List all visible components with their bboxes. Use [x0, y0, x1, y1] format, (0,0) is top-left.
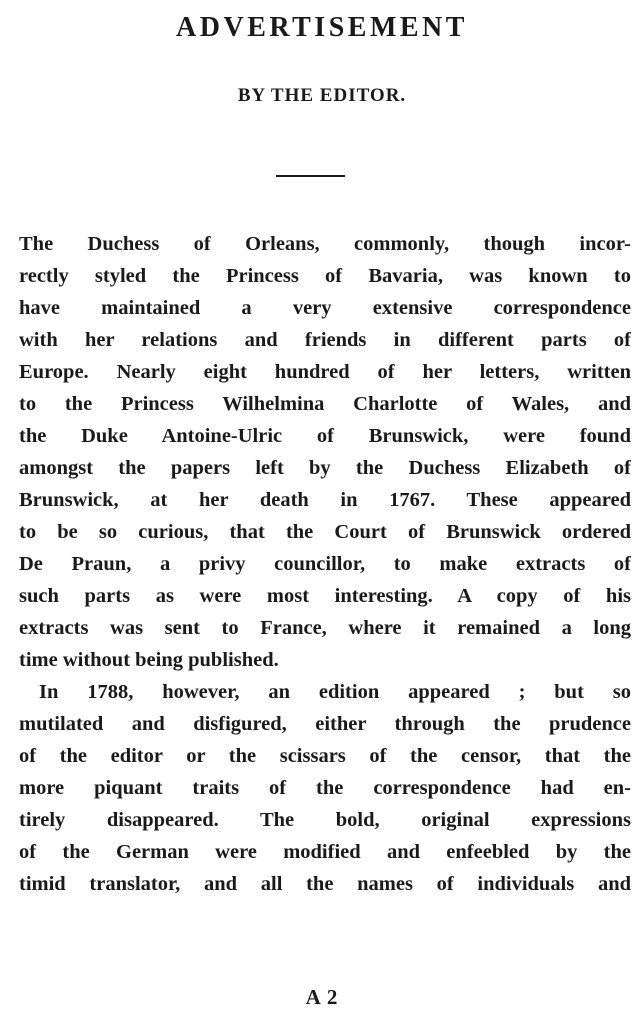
text-line: more piquant traits of the correspondence had en- — [19, 777, 631, 799]
text-line: De Praun, a privy councillor, to make extracts of — [19, 553, 631, 575]
text-line: Brunswick, at her death in 1767. These appeared — [19, 489, 631, 511]
text-line: extracts was sent to France, where it remained a long — [19, 617, 631, 639]
text-line: rectly styled the Princess of Bavaria, was known to — [19, 265, 631, 287]
text-line: amongst the papers left by the Duchess Elizabeth of — [19, 457, 631, 479]
signature-mark: A 2 — [305, 985, 339, 1009]
text-line: tirely disappeared. The bold, original expressions — [19, 809, 631, 831]
title-divider — [276, 175, 345, 177]
text-line: such parts as were most interesting. A copy of his — [19, 585, 631, 607]
text-line: In 1788, however, an edition appeared ; but so — [39, 681, 631, 703]
text-line: have maintained a very extensive correspondence — [19, 297, 631, 319]
text-line: timid translator, and all the names of individuals and — [19, 873, 631, 895]
text-line: The Duchess of Orleans, commonly, though incor- — [19, 233, 631, 255]
text-line: with her relations and friends in different parts of — [19, 329, 631, 351]
text-line: of the editor or the scissars of the censor, that the — [19, 745, 631, 767]
text-line: time without being published. — [19, 649, 279, 671]
text-line: to be so curious, that the Court of Brunswick ordered — [19, 521, 631, 543]
page-title: ADVERTISEMENT — [176, 12, 468, 43]
page-subtitle: BY THE EDITOR. — [237, 85, 407, 106]
text-line: the Duke Antoine-Ulric of Brunswick, were found — [19, 425, 631, 447]
text-line: mutilated and disfigured, either through the prudence — [19, 713, 631, 735]
body-text — [19, 228, 631, 900]
text-line: Europe. Nearly eight hundred of her letters, written — [19, 361, 631, 383]
text-line: of the German were modified and enfeebled by the — [19, 841, 631, 863]
text-line: to the Princess Wilhelmina Charlotte of Wales, and — [19, 393, 631, 415]
